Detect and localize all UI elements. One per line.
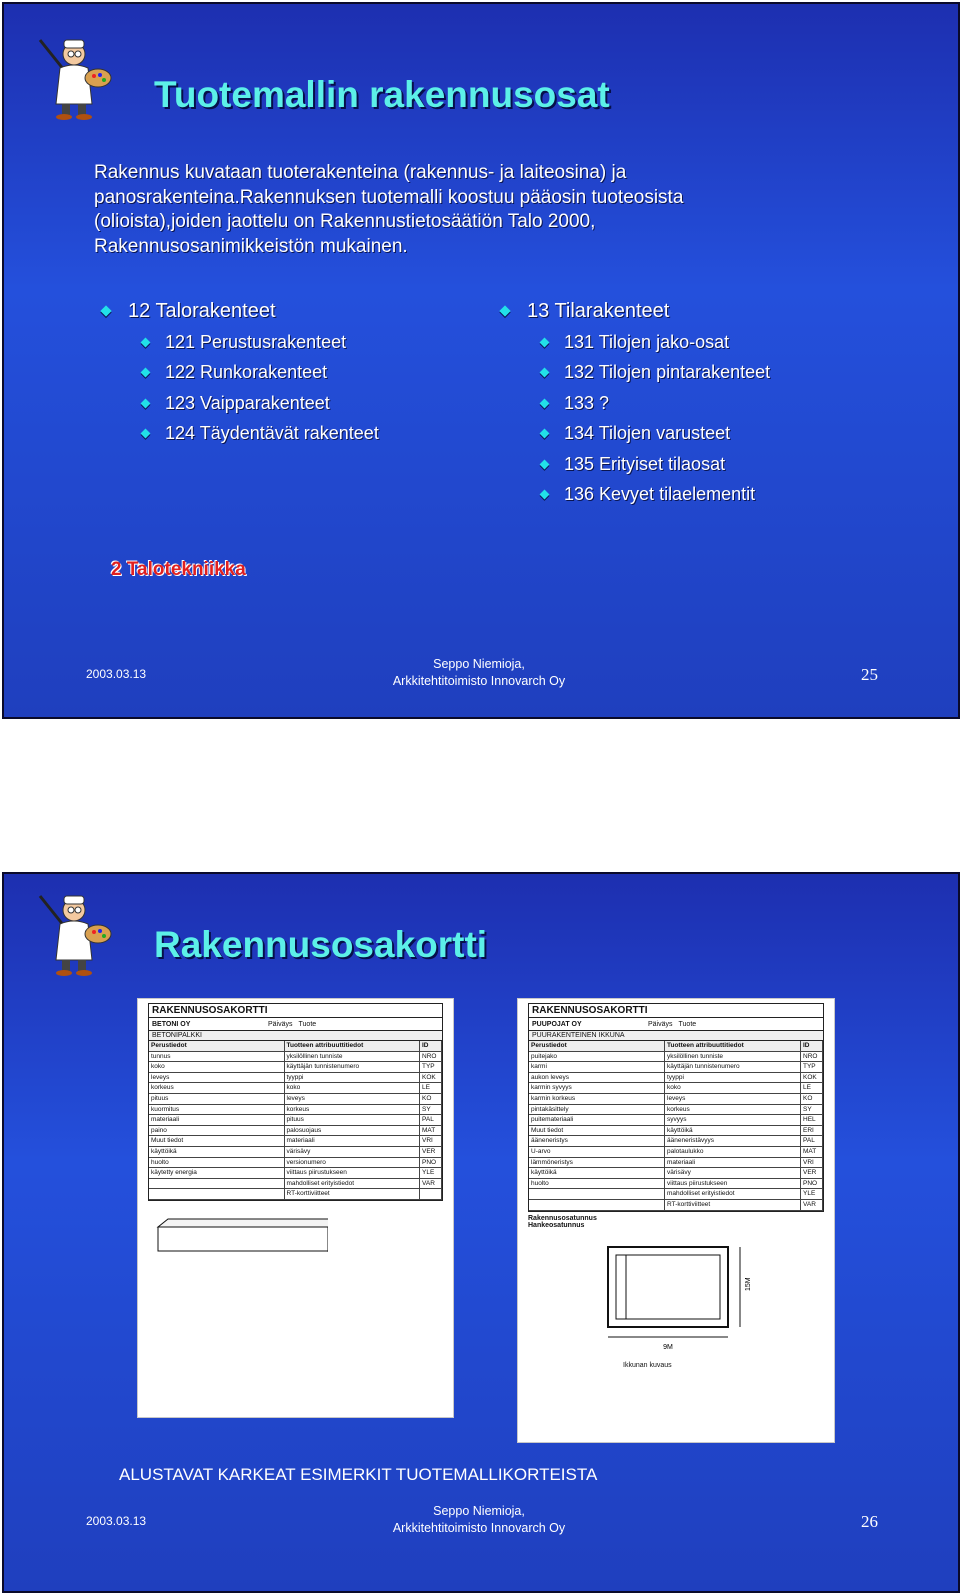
grid-cell: ääneneristävyys: [665, 1136, 801, 1147]
component-card-betoni: [137, 998, 454, 1418]
grid-cell: palosuojaus: [285, 1126, 421, 1137]
diamond-bullet-icon: [499, 305, 510, 316]
grid-cell: VRI: [420, 1136, 442, 1147]
grid-cell: käyttöikä: [149, 1147, 285, 1158]
grid-cell: RT-korttiviitteet: [665, 1200, 801, 1211]
list-item-text: 123 Vaipparakenteet: [165, 392, 330, 413]
component-card-puupojat: [517, 998, 835, 1443]
grid-cell: koko: [149, 1062, 285, 1073]
grid-cell: versionumero: [285, 1158, 421, 1169]
card-meta: Päiväys: [268, 1020, 293, 1028]
tilarakenteet-list: [501, 297, 770, 510]
footer-author: Seppo Niemioja,: [433, 1504, 525, 1518]
grid-cell: paino: [149, 1126, 285, 1137]
grid-cell: [420, 1189, 442, 1200]
window-drawing: [568, 1237, 768, 1357]
example-label: ALUSTAVAT KARKEAT ESIMERKIT TUOTEMALLIKORTEISTA: [119, 1465, 598, 1484]
grid-cell: MAT: [801, 1147, 823, 1158]
footer-author-block: [334, 656, 624, 690]
heading-text: 12 Talorakenteet: [128, 299, 276, 322]
grid-cell: KOK: [420, 1073, 442, 1084]
list-heading: [102, 297, 379, 325]
slide-25: [2, 2, 960, 719]
grid-header-cell: ID: [420, 1041, 442, 1052]
list-item: [501, 480, 770, 511]
grid-cell: SY: [801, 1105, 823, 1116]
grid-cell: palotaulukko: [665, 1147, 801, 1158]
intro-paragraph: Rakennus kuvataan tuoterakenteina (rakennus- ja laiteosina) ja panosrakenteina.Rakennuksen tuotemalli koostuu pääosin tuoteosista (olioista),joiden jaottelu on Rakennustietosäätiön Talo 2000, Rakennusosanimikkeistön mukainen.: [94, 162, 684, 257]
grid-cell: materiaali: [285, 1136, 421, 1147]
list-item: [102, 358, 379, 389]
diamond-bullet-icon: [141, 429, 151, 439]
card-subtitle: BETONIPALKKI: [148, 1031, 443, 1041]
grid-cell: käyttöikä: [529, 1168, 665, 1179]
card-company: BETONI OY: [152, 1020, 191, 1028]
grid-cell: huolto: [529, 1179, 665, 1190]
grid-cell: tyyppi: [665, 1073, 801, 1084]
card-footer-code: Rakennusosatunnus: [528, 1214, 597, 1222]
grid-cell: LE: [420, 1083, 442, 1094]
grid-cell: KO: [420, 1094, 442, 1105]
card-meta2: Tuote: [298, 1020, 317, 1028]
card-attribute-grid: [148, 1041, 443, 1201]
sub-list-container: [501, 327, 770, 510]
grid-cell: YLE: [801, 1189, 823, 1200]
list-item-text: 122 Runkorakenteet: [165, 362, 328, 383]
grid-cell: puitemateriaali: [529, 1115, 665, 1126]
painter-mascot-icon: [34, 32, 116, 120]
grid-cell: huolto: [149, 1158, 285, 1169]
grid-cell: YLE: [420, 1168, 442, 1179]
grid-cell: karmin syvyys: [529, 1083, 665, 1094]
beam-drawing: [148, 1217, 328, 1253]
grid-cell: korkeus: [285, 1105, 421, 1116]
list-item-text: 121 Perustusrakenteet: [165, 331, 347, 352]
diamond-bullet-icon: [100, 305, 111, 316]
grid-header-cell: Perustiedot: [149, 1041, 285, 1052]
grid-cell: Muut tiedot: [529, 1126, 665, 1137]
grid-cell: NRO: [420, 1052, 442, 1063]
footer-date: 2003.03.13: [86, 1514, 147, 1528]
grid-cell: [149, 1179, 285, 1190]
grid-cell: käytetty energia: [149, 1168, 285, 1179]
grid-cell: [529, 1200, 665, 1211]
diamond-bullet-icon: [141, 398, 151, 408]
list-item-text: 131 Tilojen jako-osat: [564, 331, 730, 352]
grid-cell: HEL: [801, 1115, 823, 1126]
card-attribute-grid: [528, 1041, 824, 1212]
card-company-row: [528, 1018, 824, 1031]
grid-cell: ERI: [801, 1126, 823, 1137]
grid-cell: yksilöllinen tunniste: [285, 1052, 421, 1063]
list-item: [102, 419, 379, 450]
card-company-row: [148, 1018, 443, 1031]
grid-cell: pituus: [149, 1094, 285, 1105]
grid-cell: RT-korttiviitteet: [285, 1189, 421, 1200]
card-subtitle: PUURAKENTEINEN IKKUNA: [528, 1031, 824, 1041]
grid-cell: pintakäsittely: [529, 1105, 665, 1116]
grid-cell: karmin korkeus: [529, 1094, 665, 1105]
grid-cell: TYP: [420, 1062, 442, 1073]
grid-cell: U-arvo: [529, 1147, 665, 1158]
grid-cell: PNO: [801, 1179, 823, 1190]
grid-cell: NRO: [801, 1052, 823, 1063]
grid-cell: karmi: [529, 1062, 665, 1073]
grid-cell: koko: [285, 1083, 421, 1094]
grid-cell: PNO: [420, 1158, 442, 1169]
grid-cell: leveys: [285, 1094, 421, 1105]
grid-cell: Muut tiedot: [149, 1136, 285, 1147]
card-meta: Päiväys: [648, 1020, 673, 1028]
grid-cell: [149, 1189, 285, 1200]
list-item-text: 132 Tilojen pintarakenteet: [564, 362, 771, 383]
page-number: 25: [861, 665, 878, 684]
diamond-bullet-icon: [540, 490, 550, 500]
card-meta2: Tuote: [678, 1020, 697, 1028]
grid-cell: PAL: [801, 1136, 823, 1147]
diamond-bullet-icon: [540, 368, 550, 378]
grid-cell: materiaali: [665, 1158, 801, 1169]
slide-title: Rakennusosakortti: [154, 924, 488, 965]
grid-cell: [529, 1189, 665, 1200]
list-item: [102, 388, 379, 419]
grid-cell: värisävy: [285, 1147, 421, 1158]
grid-cell: yksilöllinen tunniste: [665, 1052, 801, 1063]
slide-26: [2, 872, 960, 1593]
dim-width: 9M: [663, 1343, 673, 1351]
slide-title: Tuotemallin rakennusosat: [154, 74, 610, 115]
diamond-bullet-icon: [540, 429, 550, 439]
sub-list-container: [102, 327, 379, 449]
list-item: [501, 327, 770, 358]
grid-cell: käyttäjän tunnistenumero: [285, 1062, 421, 1073]
grid-cell: VAR: [420, 1179, 442, 1190]
dim-height: 15M: [745, 1276, 752, 1291]
grid-cell: VRI: [801, 1158, 823, 1169]
card-title: RAKENNUSOSAKORTTI: [148, 1003, 443, 1018]
footer-author: Seppo Niemioja,: [433, 657, 525, 671]
diamond-bullet-icon: [540, 459, 550, 469]
grid-header-cell: ID: [801, 1041, 823, 1052]
grid-cell: PAL: [420, 1115, 442, 1126]
painter-mascot-icon: [34, 888, 116, 976]
drawing-caption: Ikkunan kuvaus: [623, 1361, 672, 1369]
grid-cell: MAT: [420, 1126, 442, 1137]
grid-cell: mahdolliset erityistiedot: [665, 1189, 801, 1200]
list-item: [501, 449, 770, 480]
list-item-text: 135 Erityiset tilaosat: [564, 453, 726, 474]
grid-cell: VAR: [801, 1200, 823, 1211]
grid-cell: TYP: [801, 1062, 823, 1073]
grid-cell: tunnus: [149, 1052, 285, 1063]
list-heading: [501, 297, 770, 325]
card-company: PUUPOJAT OY: [532, 1020, 582, 1028]
grid-cell: syvyys: [665, 1115, 801, 1126]
card-footer-project: Hankeosatunnus: [528, 1221, 585, 1229]
grid-cell: korkeus: [149, 1083, 285, 1094]
grid-cell: koko: [665, 1083, 801, 1094]
list-item-text: 133 ?: [564, 392, 610, 413]
grid-cell: viittaus piirustukseen: [285, 1168, 421, 1179]
list-item: [501, 388, 770, 419]
grid-cell: VER: [420, 1147, 442, 1158]
grid-cell: käyttäjän tunnistenumero: [665, 1062, 801, 1073]
grid-cell: puitejako: [529, 1052, 665, 1063]
diamond-bullet-icon: [141, 337, 151, 347]
diamond-bullet-icon: [540, 337, 550, 347]
grid-cell: kuormitus: [149, 1105, 285, 1116]
card-title: RAKENNUSOSAKORTTI: [528, 1003, 824, 1018]
diamond-bullet-icon: [540, 398, 550, 408]
grid-cell: mahdolliset erityistiedot: [285, 1179, 421, 1190]
list-item-text: 134 Tilojen varusteet: [564, 423, 731, 444]
grid-cell: LE: [801, 1083, 823, 1094]
footer-author-block: [334, 1503, 624, 1537]
page-number: 26: [861, 1512, 878, 1531]
diamond-bullet-icon: [141, 368, 151, 378]
grid-cell: ääneneristys: [529, 1136, 665, 1147]
grid-cell: aukon leveys: [529, 1073, 665, 1084]
grid-cell: leveys: [149, 1073, 285, 1084]
grid-cell: VER: [801, 1168, 823, 1179]
talorakenteet-list: [102, 297, 379, 449]
grid-cell: viittaus piirustukseen: [665, 1179, 801, 1190]
grid-cell: pituus: [285, 1115, 421, 1126]
list-item-text: 136 Kevyet tilaelementit: [564, 484, 756, 505]
footer-date: 2003.03.13: [86, 667, 147, 681]
grid-cell: käyttöikä: [665, 1126, 801, 1137]
list-item: [501, 358, 770, 389]
footer-company: Arkkitehtitoimisto Innovarch Oy: [392, 674, 566, 688]
list-item: [102, 327, 379, 358]
grid-cell: korkeus: [665, 1105, 801, 1116]
grid-cell: lämmöneristys: [529, 1158, 665, 1169]
footer-company: Arkkitehtitoimisto Innovarch Oy: [392, 1521, 566, 1535]
talotekniikka-label: 2 Talotekniikka: [111, 559, 246, 580]
heading-text: 13 Tilarakenteet: [527, 299, 670, 322]
grid-cell: tyyppi: [285, 1073, 421, 1084]
grid-header-cell: Perustiedot: [529, 1041, 665, 1052]
grid-header-cell: Tuotteen attribuuttitiedot: [665, 1041, 801, 1052]
grid-cell: värisävy: [665, 1168, 801, 1179]
grid-cell: SY: [420, 1105, 442, 1116]
grid-cell: leveys: [665, 1094, 801, 1105]
list-item-text: 124 Täydentävät rakenteet: [165, 423, 379, 444]
list-item: [501, 419, 770, 450]
grid-header-cell: Tuotteen attribuuttitiedot: [285, 1041, 421, 1052]
grid-cell: KO: [801, 1094, 823, 1105]
grid-cell: materiaali: [149, 1115, 285, 1126]
grid-cell: KOK: [801, 1073, 823, 1084]
